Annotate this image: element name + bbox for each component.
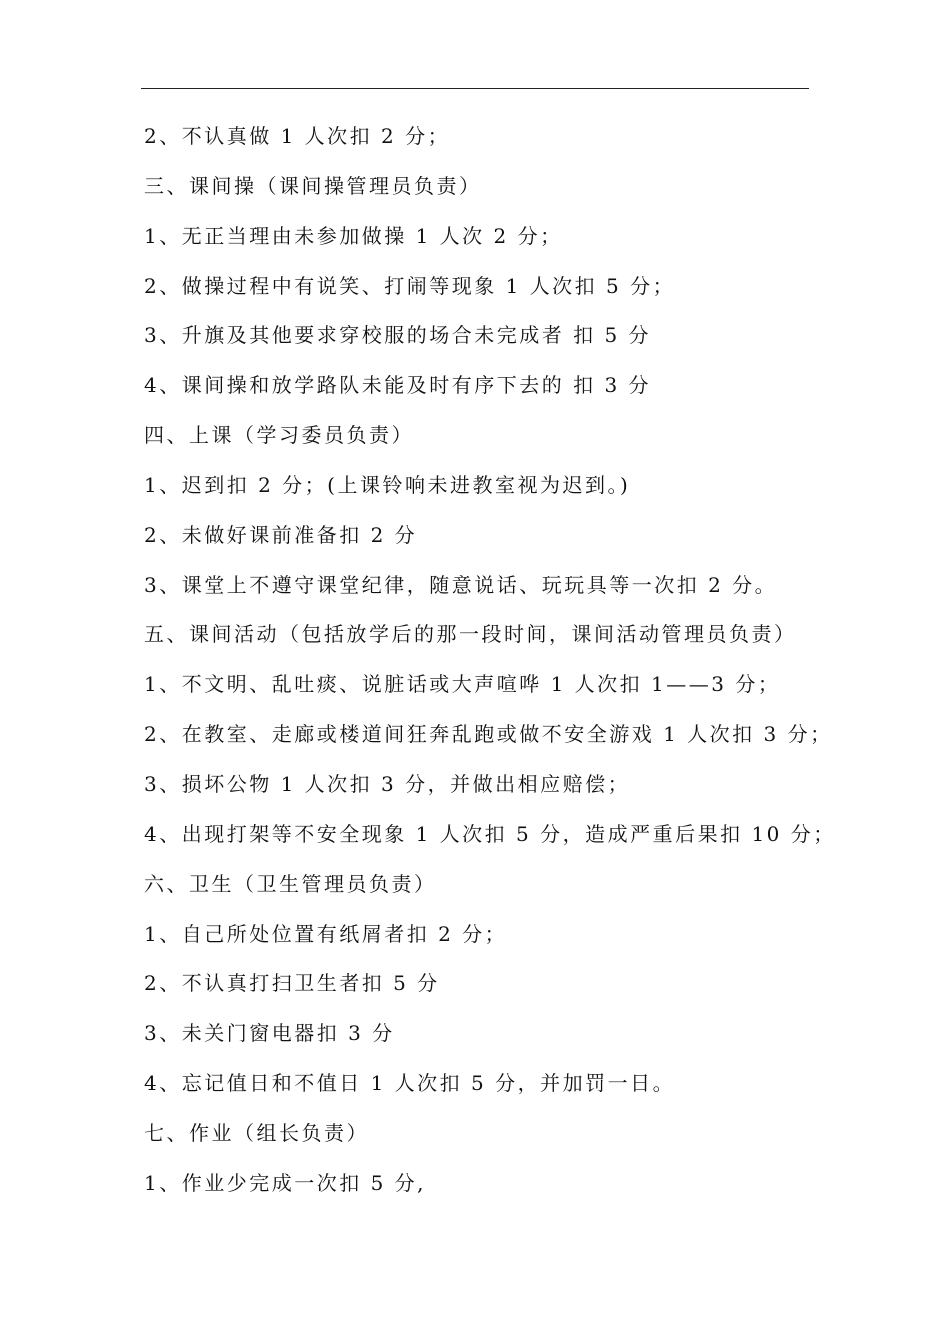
- rule-item: 1、作业少完成一次扣 5 分,: [144, 1170, 427, 1195]
- rule-item: 4、忘记值日和不值日 1 人次扣 5 分，并加罚一日。: [144, 1071, 676, 1096]
- rule-item: 2、在教室、走廊或楼道间狂奔乱跑或做不安全游戏 1 人次扣 3 分；: [144, 722, 833, 747]
- rule-item: 2、不认真做 1 人次扣 2 分；: [144, 124, 451, 148]
- section-heading: 三、课间操（课间操管理员负责）: [144, 173, 482, 198]
- rule-item: 3、损坏公物 1 人次扣 3 分，并做出相应赔偿；: [144, 771, 631, 796]
- rule-item: 2、不认真打扫卫生者扣 5 分: [144, 971, 440, 996]
- rule-item: 4、课间操和放学路队未能及时有序下去的 扣 3 分: [144, 373, 652, 398]
- rule-item: 3、升旗及其他要求穿校服的场合未完成者 扣 5 分: [144, 323, 652, 348]
- rule-item: 4、出现打架等不安全现象 1 人次扣 5 分，造成严重后果扣 10 分；: [144, 821, 836, 846]
- rule-item: 3、未关门窗电器扣 3 分: [144, 1021, 395, 1046]
- rule-item: 2、做操过程中有说笑、打闹等现象 1 人次扣 5 分；: [144, 273, 676, 298]
- rule-item: 1、自己所处位置有纸屑者扣 2 分；: [144, 921, 508, 946]
- rule-item: 1、无正当理由未参加做操 1 人次 2 分；: [144, 223, 563, 248]
- section-heading: 七、作业（组长负责）: [144, 1120, 369, 1145]
- rule-item: 2、未做好课前准备扣 2 分: [144, 522, 418, 547]
- section-heading: 四、上课（学习委员负责）: [144, 423, 414, 448]
- rule-item: 3、课堂上不遵守课堂纪律，随意说话、玩玩具等一次扣 2 分。: [144, 572, 778, 597]
- rule-item: 1、迟到扣 2 分；(上课铃响未进教室视为迟到。): [144, 472, 631, 497]
- section-heading: 五、课间活动（包括放学后的那一段时间，课间活动管理员负责）: [144, 622, 797, 647]
- section-heading: 六、卫生（卫生管理员负责）: [144, 871, 437, 896]
- header-divider: [141, 88, 809, 89]
- document-body: [144, 112, 836, 1209]
- rule-item: 1、不文明、乱吐痰、说脏话或大声喧哗 1 人次扣 1——3 分；: [144, 672, 781, 697]
